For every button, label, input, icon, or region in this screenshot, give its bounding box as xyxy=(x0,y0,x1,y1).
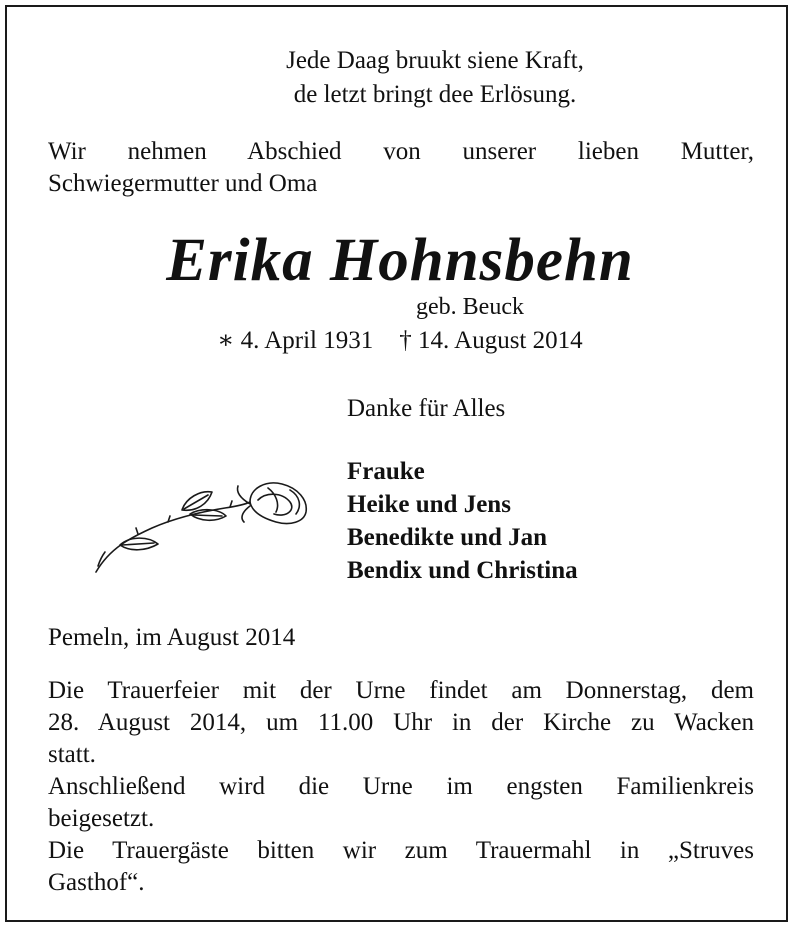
funeral-line-7: Gasthof“. xyxy=(48,869,145,896)
life-dates xyxy=(0,325,800,357)
mourner-4: Bendix und Christina xyxy=(347,557,578,584)
thanks-line: Danke für Alles xyxy=(347,395,506,422)
intro-line-1: Wir nehmen Abschied von unserer lieben Mutter, xyxy=(48,138,754,165)
funeral-line-1: Die Trauerfeier mit der Urne findet am Donnerstag, dem xyxy=(48,677,754,704)
born-symbol: ∗ xyxy=(217,327,235,354)
intro-text xyxy=(48,136,754,200)
funeral-line-2: 28. August 2014, um 11.00 Uhr in der Kirche zu Wacken xyxy=(48,709,754,736)
motto-line-1: Jede Daag bruukt siene Kraft, xyxy=(286,47,584,74)
funeral-details xyxy=(48,675,754,899)
mourner-3: Benedikte und Jan xyxy=(347,524,548,551)
rose-icon xyxy=(90,478,315,578)
motto-line-2: de letzt bringt dee Erlösung. xyxy=(293,81,577,108)
funeral-line-4: Anschließend wird die Urne im engsten Familienkreis xyxy=(48,773,754,800)
mourners-list xyxy=(347,455,578,587)
born-date: 4. April 1931 xyxy=(240,327,374,354)
mourner-2: Heike und Jens xyxy=(347,491,511,518)
funeral-line-3: statt. xyxy=(48,741,96,768)
intro-line-2: Schwiegermutter und Oma xyxy=(48,170,318,197)
funeral-line-5: beigesetzt. xyxy=(48,805,155,832)
died-date: 14. August 2014 xyxy=(418,327,583,354)
funeral-line-6: Die Trauergäste bitten wir zum Trauermahl in „Struves xyxy=(48,837,754,864)
died-symbol: † xyxy=(399,327,412,354)
birth-name: geb. Beuck xyxy=(416,294,524,320)
place-date: Pemeln, im August 2014 xyxy=(48,624,296,651)
mourner-1: Frauke xyxy=(347,458,425,485)
motto xyxy=(0,44,800,112)
deceased-name: Erika Hohnsbehn xyxy=(166,227,634,294)
